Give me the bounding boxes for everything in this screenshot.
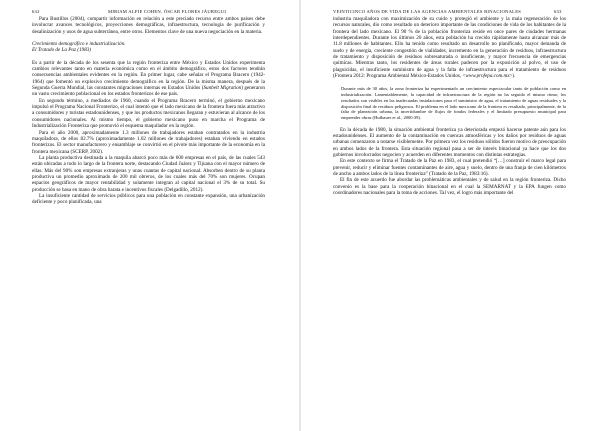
left-page-number: 632 (32, 9, 40, 14)
paragraph (333, 16, 566, 79)
right-page-number: 633 (554, 9, 562, 14)
right-running-head: VEINTICINCO AÑOS DE VIDA DE LAS AGENCIAS AMBIENTALES BINACIONALES (333, 9, 522, 14)
paragraph-emphasis: www.profepa.com.mx (465, 73, 510, 80)
right-text-column (333, 16, 566, 196)
section-heading-line-2: El Tratado de La Paz (1983) (32, 47, 91, 54)
left-running-head: MIRIAM ALFIE COHEN, ÓSCAR FLORES JÁUREGUI (108, 9, 227, 14)
paragraph-text: industria maquiladora con maximización de su cuido y protegió el ambiente y la mala regeneración de los recursos naturales, dio como resultado un deterioro importante de las condiciones de vida de los habitantes de la frontera del lado mexicano. El 90 % de la población fronteriza reside en once pares de ciudades hermanas interdependientes. Durante los últimos 20 años, esta población ha crecido rápidamente hasta alcanzar más de 11.8 millones de habitantes. Ello ha tenido como resultado un desarrollo no planificado, mayor demanda de suelo y de energía, creciente congestión de vialidades, incremento en la generación de residuos, infraestructura de tratamiento y disposición de residuos sobresaturada o insuficiente, y mayor frecuencia de emergencias químicas. Mientras tanto, los residentes de áreas rurales padecen por la exposición al polvo, el uso de plaguicidas, el insuficiente suministro de agua y la falta de infraestructura para el tratamiento de residuos (Frontera 2012: Programa Ambiental México-Estados Unidos, < (333, 16, 566, 80)
section-heading-line-1: Crecimiento demográfico e industrialización. (32, 41, 126, 48)
paragraph: La insuficiente cantidad de servicios públicos para una población en constante expansión, una urbanización deficiente y poco planificada, una (32, 192, 265, 206)
paragraph: En este contexto se firma el Tratado de la Paz en 1983, el cual pretendió “[…] construir el marco legal para prevenir, reducir y eliminar fuentes contaminantes de aire, agua y suelo, dentro de una franja de cien kilómetros de ancho a ambos lados de la línea fronteriza” (Tratado de la Paz, 1983:16). (333, 158, 566, 178)
block-quote: Durante más de 30 años, la zona fronteriza ha experimentado un crecimiento espectacular tanto de población como en industrialización. Lamentablemente, la capacidad de infraestructura de la región no ha seguido el mismo ritmo; los resultados son visibles en las inadecuadas instalaciones para el suministro de agua, el tratamiento de aguas residuales y la disposición final de residuos peligrosos. El problema en el lado mexicano de la frontera es resultado, principalmente, de la falta de planeación urbana, la incertidumbre de flujos de fondos federales y el limitado presupuesto municipal para emprender obras (Hufbauer et al., 2000:39). (341, 86, 566, 120)
paragraph: En la década de 1980, la situación ambiental fronteriza ya deteriorada empezó hacerse patente aún para los estadounidenses. El aumento de la contaminación en cuencas atmosféricas y los daños por residuos de aguas urbanas comenzaron a notarse visiblemente. Por primera vez los residuos sólidos fueron motivo de preocupación en ambos lados de la frontera. Esta situación regional pasa a ser de interés binacional ya hace que los dos gobiernos involucrados negocien y acuerden en diferentes momentos con distintas estrategias. (333, 126, 566, 159)
paragraph: Para Bustillos (2004), compartir información en relación a este preciado recurso entre ambos países debe involucrar avances tecnológicos, proyecciones demográficas, infraestructura, tecnología de purificación y desalinización y usos de agua subterránea, entre otros. Elementos clave de una nueva negociación en la materia. (32, 16, 265, 35)
left-text-column (32, 16, 265, 206)
paragraph-emphasis: Sunbelt Migration (203, 85, 242, 92)
right-page (300, 0, 600, 431)
paragraph-text: >). (509, 73, 516, 80)
paragraph: El fin de este acuerdo fue abordar las problemáticas ambientales y de salud en la región fronteriza. Dicho convenio es la base para la cooperación binacional en el cual la SEMARNAT y la EPA fungen como coordinadores nacionales para la toma de acciones. Tal vez, el logro más importante del (333, 177, 566, 197)
paragraph: La planta productiva destinada a la maquila abarcó poco más de 600 empresas en el país, de las cuales 543 están ubicadas a todo lo largo de la frontera norte, destacando Ciudad Juárez y Tijuana con el mayor número de ellas. Más del 90% son empresas extranjeras y unas cuantas de capital nacional. Absorben dentro de su planta productiva un promedio aproximado de 200 mil obreros, de los cuales más del 70% son mujeres. Ocupan espacios geográficos de mayor rentabilidad y solamente integran al capital nacional el 3% de su total. Su producción se basa en mano de obra barata e incentivos fiscales (Delgadillo, 2012). (32, 154, 265, 193)
paragraph: Para el año 2000, aproximadamente 1.3 millones de trabajadores estaban contratados en la industria maquiladora, de ellos 82.7% (aproximadamente 1.02 millones de trabajadores) estaban viviendo en estados fronterizos. El sector manufacturero y ensamblaje se convirtió en el pivote más importante de la economía en la frontera mexicana (SCERP, 2002). (32, 129, 265, 155)
paragraph-text: Es a partir de la década de los sesenta que la región fronteriza entre México y Estados Unidos experimenta cambios relevantes tanto en materia económica como en el ámbito demográfico, estos dos factores tendrán consecuencias ambientales evidentes en la región. En primer lugar, cabe señalar el Programa Bracero (1942-1964) que fomentó un explosivo crecimiento demográfico en la región. De la misma manera, después de la Segunda Guerra Mundial, las constantes migraciones internas en Estados Unidos ( (32, 59, 265, 92)
paragraph (32, 60, 265, 98)
paragraph: En segundo término, a mediados de 1960, cuando el Programa Bracero terminó, el gobierno mexicano impulsó el Programa Nacional Fronterizo, el cual intentó que el lado mexicano de la frontera fuera más atractivo a consumidores y turistas estadounidenses, y que los productos mexicanos llegaran y estuvieran al alcance de los consumidores nacionales. Al mismo tiempo, el gobierno mexicano puso en marcha el Programa de Industrialización Fronteriza que promovió el esquema maquilador en la región. (32, 97, 265, 130)
paragraph-text: ) generaron un vasto crecimiento poblacional en los estados fronterizos de ese país. (32, 85, 265, 98)
